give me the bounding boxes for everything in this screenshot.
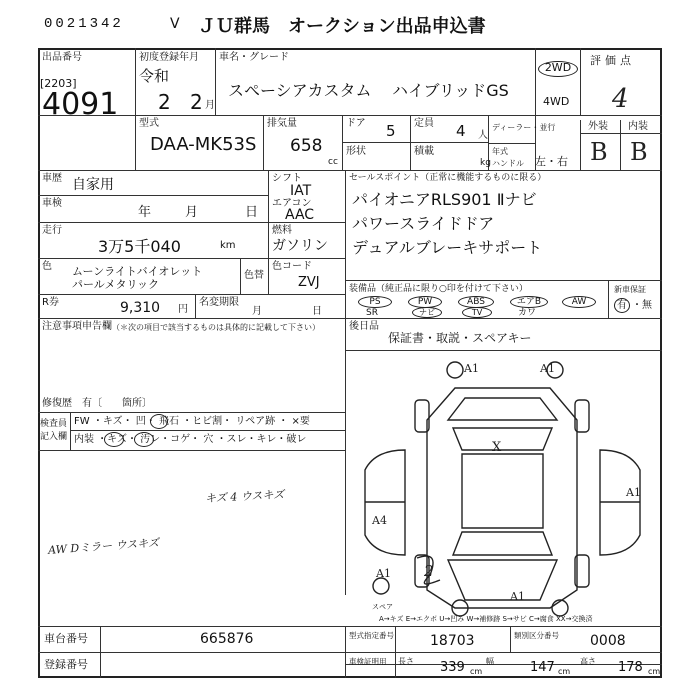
divider: [268, 170, 269, 294]
color-change-label: 色替: [244, 270, 264, 281]
divider: [410, 115, 411, 171]
height-label: 高さ: [580, 657, 596, 666]
header-serial: 0021342: [44, 16, 124, 32]
displacement-unit: cc: [328, 157, 338, 167]
divider: [345, 280, 662, 281]
car-damage-diagram: [345, 350, 662, 630]
repair-value: 有〔 箇所〕: [82, 398, 152, 409]
name-change-label: 名変期限: [199, 297, 239, 308]
height-value: 178: [618, 660, 643, 675]
divider: [38, 195, 268, 196]
width-label: 幅: [486, 657, 494, 666]
checklist-circle-kizu: [104, 432, 124, 447]
model-code-label: 型式: [139, 118, 159, 129]
first-reg-year: 2: [158, 90, 171, 114]
inspection-month-unit: 月: [185, 205, 199, 220]
equip-airbag[interactable]: [510, 296, 548, 308]
inspection-label: 車検: [42, 198, 62, 209]
divider: [342, 142, 488, 143]
capacity-unit: 人: [478, 130, 488, 141]
drive-2wd-circle[interactable]: [538, 61, 578, 77]
fuel-label: 燃料: [272, 225, 292, 236]
equipment-label: 装備品（純正品に限り○印を付けて下さい）: [349, 284, 528, 294]
aircon-value: AAC: [285, 207, 315, 223]
handle-options: 左・右: [535, 155, 568, 168]
width-unit: cm: [558, 667, 571, 676]
equip-tv-label: TV: [471, 308, 483, 317]
car-outline-hood: [448, 398, 557, 420]
warranty-yes[interactable]: [614, 298, 630, 313]
diagram-mark-5: A4: [372, 514, 387, 527]
capacity-value: 4: [456, 122, 466, 140]
color-value-2: パールメタリック: [72, 278, 160, 291]
first-reg-month: 2: [190, 90, 203, 114]
warranty-no: ・無: [632, 300, 652, 311]
load-label: 積載: [414, 146, 434, 157]
width-value: 147: [530, 660, 555, 675]
color-code-label: 色コード: [272, 261, 312, 272]
inspection-year-unit: 年: [138, 205, 152, 220]
equip-airbag-label: エアB: [516, 297, 542, 307]
aircon-label: エアコン: [272, 198, 312, 209]
usage-label: 車歴: [42, 173, 62, 184]
handle-label: ハンドル: [492, 159, 524, 168]
warranty-no-label: 無: [642, 300, 652, 311]
model-name: スペーシアカスタム: [228, 81, 372, 100]
displacement-value: 658: [290, 136, 323, 156]
divider: [580, 133, 662, 134]
diagram-mark-4: A1: [626, 486, 641, 499]
car-outline-body: [427, 388, 577, 608]
mileage-unit: km: [220, 240, 236, 251]
first-reg-label: 初度登録年月: [139, 52, 199, 63]
lot-code: [2203]: [40, 77, 77, 90]
notes-label: 注意事項申告欄: [42, 321, 112, 332]
equip-sr: SR: [366, 308, 378, 318]
divider: [38, 450, 345, 451]
usage-value: 自家用: [72, 177, 114, 193]
car-outline-rear-window: [453, 532, 552, 555]
divider: [345, 664, 662, 665]
handwritten-note-1: キズ 4 ウスキズ: [204, 487, 285, 506]
doors-value: 5: [386, 122, 396, 140]
selling-point-3: デュアルブレーキサポート: [352, 238, 543, 257]
car-outline-windshield: [453, 428, 552, 450]
model-grade-label: 車名・グレード: [219, 52, 289, 63]
lot-label: 出品番号: [42, 52, 82, 63]
exterior-label: 外装: [588, 121, 608, 132]
name-change-day: 日: [312, 306, 322, 317]
length-label: 長さ: [398, 657, 414, 666]
shift-label: シフト: [272, 173, 302, 184]
chassis-label: 車台番号: [44, 632, 88, 645]
divider: [215, 48, 216, 116]
score-label: 評価点: [590, 54, 635, 67]
year-label: 年式: [492, 147, 508, 156]
equip-aw-label: AW: [571, 297, 587, 307]
interior-grade: B: [630, 138, 648, 166]
height-unit: cm: [648, 667, 661, 676]
dealer-label: ディーラー・並行: [492, 123, 556, 132]
divider: [580, 48, 581, 116]
recycle-value: 9,310: [120, 300, 161, 316]
model-grade: ハイブリッドGS: [392, 81, 509, 100]
displacement-label: 排気量: [267, 118, 297, 129]
exterior-grade: B: [590, 138, 608, 166]
shift-value: IAT: [290, 183, 312, 199]
accessories-label: 後日品: [349, 321, 379, 332]
handwritten-note-2: AW Dミラー ウスキズ: [47, 536, 160, 557]
drive-4wd: 4WD: [543, 95, 570, 108]
name-change-month: 月: [252, 306, 262, 317]
divider: [38, 318, 662, 319]
spare-tire: [373, 578, 389, 594]
notes-sub: （＊次の項目で該当するものは具体的に記載して下さい）: [112, 323, 320, 332]
equip-leather: カワ: [518, 308, 537, 318]
divider: [38, 652, 662, 653]
diagram-mark-1: A1: [464, 362, 479, 375]
first-reg-month-unit: 月: [205, 100, 215, 111]
checklist-row-2: 内装 ・キズ・ 汚レ・コゲ・ 穴 ・スレ・キレ・破レ: [74, 434, 307, 445]
divider: [395, 626, 396, 678]
header-mark: V: [170, 16, 180, 32]
checklist-row-1: FW ・キズ・ 凹・ 飛石 ・ヒビ割・ リペア跡 ・ ×要: [74, 416, 310, 427]
divider: [342, 115, 343, 171]
diagram-mark-3: X: [492, 440, 502, 455]
divider: [345, 626, 346, 678]
selling-point-2: パワースライドドア: [352, 214, 495, 233]
inspection-day-unit: 日: [245, 205, 259, 220]
length-value: 339: [440, 660, 465, 675]
interior-label: 内装: [628, 121, 648, 132]
car-outline-roof: [462, 454, 543, 528]
header: [38, 12, 688, 38]
legend: A→キズ E→エクボ U→凹み W→補修跡 S→サビ C→腐食 XX→交換済: [379, 615, 593, 623]
diagram-mark-8: 2: [424, 562, 434, 580]
warranty-yes-label: 有: [617, 300, 627, 311]
fuel-value: ガソリン: [272, 238, 328, 254]
repair-label: 修復歴: [42, 398, 72, 409]
score-value: 4: [612, 84, 629, 114]
recycle-label: R券: [42, 297, 59, 308]
divider: [70, 430, 345, 431]
drive-2wd: 2WD: [544, 61, 572, 74]
diagram-mark-2: A1: [540, 362, 555, 375]
model-spec-label: 型式指定番号: [349, 631, 394, 640]
equip-tv[interactable]: [462, 307, 492, 318]
car-outline-trunk: [448, 560, 557, 600]
divider: [488, 143, 535, 144]
mileage-label: 走行: [42, 225, 62, 236]
model-code: DAA-MK53S: [150, 134, 257, 155]
divider: [608, 280, 609, 318]
wheel-front-left: [447, 362, 463, 378]
chassis-value: 665876: [200, 631, 254, 647]
shape-label: 形状: [346, 146, 366, 157]
equip-ps[interactable]: [358, 296, 392, 308]
length-unit: cm: [470, 667, 483, 676]
divider: [38, 294, 345, 295]
spare-label: スペア: [372, 603, 393, 611]
color-value-1: ムーンライトバイオレット: [72, 265, 203, 278]
divider: [38, 626, 662, 627]
color-label: 色: [42, 261, 52, 272]
capacity-label: 定員: [414, 118, 434, 129]
divider: [580, 120, 581, 170]
model-spec-value: 18703: [430, 633, 475, 649]
first-reg-era: 令和: [139, 67, 170, 85]
divider: [510, 626, 511, 652]
divider: [38, 412, 345, 413]
equip-navi[interactable]: [412, 307, 442, 318]
divider: [70, 412, 71, 450]
diagram-mark-6: A1: [376, 567, 391, 580]
divider: [620, 120, 621, 170]
selling-points-label: セールスポイント（正常に機能するものに限る）: [349, 173, 547, 183]
divider: [100, 626, 101, 678]
divider: [38, 115, 662, 116]
divider: [38, 258, 345, 259]
checklist-label-1: 検査員: [40, 419, 68, 429]
recycle-unit: 円: [178, 304, 188, 315]
divider: [135, 48, 136, 170]
category-label: 類別区分番号: [514, 631, 559, 640]
registration-label: 登録番号: [44, 658, 88, 671]
checklist-circle-hekomi: [150, 414, 168, 429]
accessories-value: 保証書・取説・スペアキー: [388, 331, 532, 345]
selling-point-1: パイオニアRLS901 Ⅱナビ: [352, 190, 537, 209]
new-car-warranty-label: 新車保証: [614, 285, 646, 294]
category-value: 0008: [590, 633, 626, 649]
form-title: ＪＵ群馬 オークション出品申込書: [198, 16, 486, 37]
dims-label: 車検証明用: [349, 657, 387, 666]
load-unit: kg: [480, 158, 491, 168]
equip-ps-label: PS: [369, 297, 381, 307]
divider: [263, 115, 264, 171]
color-code: ZVJ: [298, 275, 320, 290]
doors-label: ドア: [346, 118, 366, 129]
divider: [240, 258, 241, 294]
equip-abs-label: ABS: [467, 297, 485, 307]
equip-aw[interactable]: [562, 296, 596, 308]
mileage-value: 3万5千040: [98, 237, 181, 256]
checklist-label-2: 記入欄: [40, 432, 68, 442]
lot-number: 4091: [42, 87, 119, 122]
diagram-mark-7: A1: [510, 590, 525, 603]
divider: [38, 170, 662, 171]
equip-navi-label: ナビ: [419, 308, 435, 317]
equip-pw-label: PW: [417, 297, 433, 307]
divider: [195, 294, 196, 319]
divider: [535, 48, 536, 170]
checklist-circle-yogore: [134, 432, 154, 447]
